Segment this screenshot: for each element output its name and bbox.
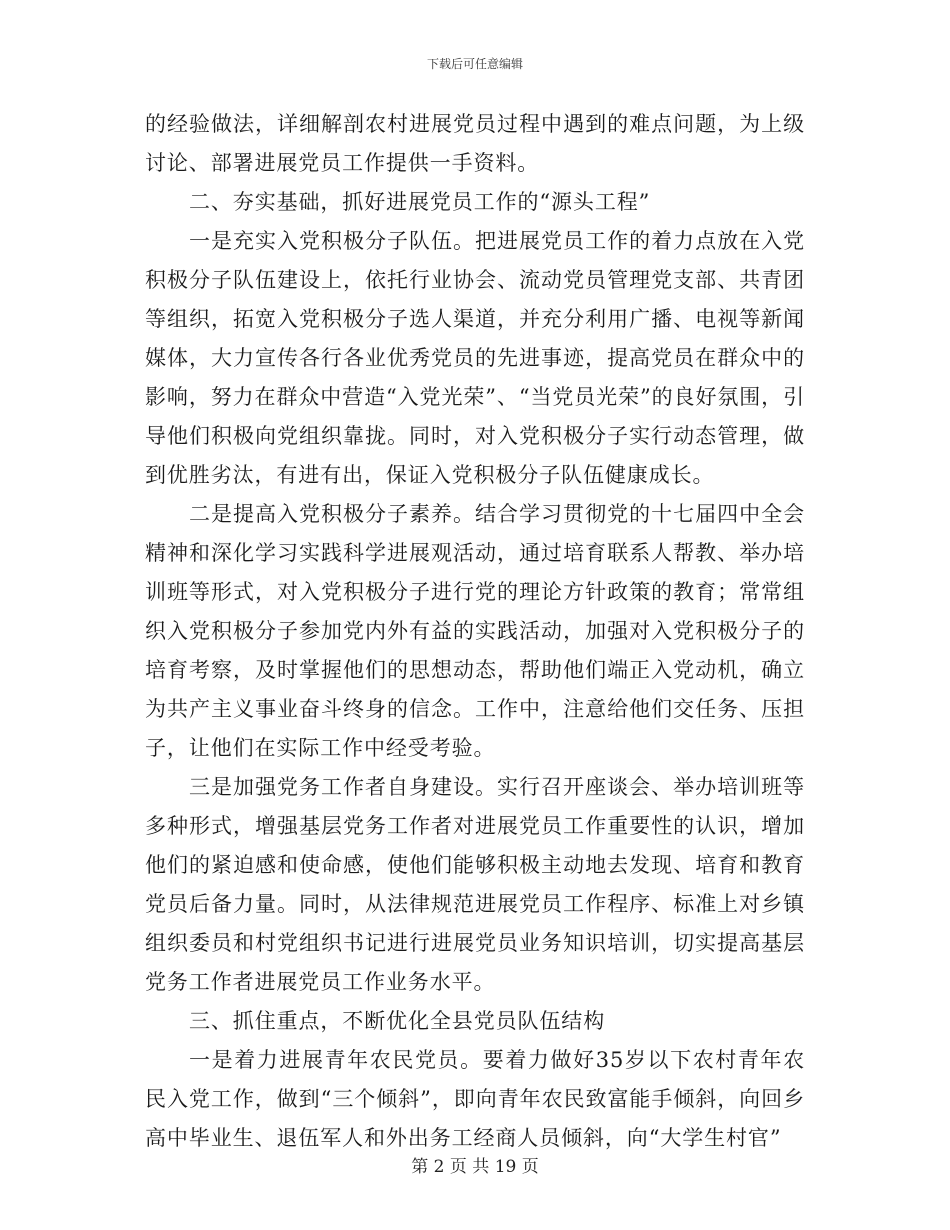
paragraph: 一是充实入党积极分子队伍。把进展党员工作的着力点放在入党积极分子队伍建设上，依托行业协会、流动党员管理党支部、共青团等组织，拓宽入党积极分子选人渠道，并充分利用广播、电视等新闻媒体，大力宣传各行各业优秀党员的先进事迹，提高党员在群众中的影响，努力在群众中营造“入党光荣”、“当党员光荣”的良好氛围，引导他们积极向党组织靠拢。同时，对入党积极分子实行动态管理，做到优胜劣汰，有进有出，保证入党积极分子队伍健康成长。 (145, 229, 805, 487)
section-heading-3: 三、抓住重点，不断优化全县党员队伍结构 (189, 1009, 606, 1033)
document-body (145, 105, 805, 1158)
paragraph: 一是着力进展青年农民党员。要着力做好35岁以下农村青年农民入党工作，做到“三个倾斜”，即向青年农民致富能手倾斜，向回乡高中毕业生、退伍军人和外出务工经商人员倾斜，向“大学生村官” (145, 1048, 805, 1150)
page-number: 第 2 页 共 19 页 (411, 1157, 539, 1177)
paragraph: 二是提高入党积极分子素养。结合学习贯彻党的十七届四中全会精神和深化学习实践科学进展观活动，通过培育联系人帮教、举办培训班等形式，对入党积极分子进行党的理论方针政策的教育；常常组织入党积极分子参加党内外有益的实践活动，加强对入党积极分子的培育考察，及时掌握他们的思想动态，帮助他们端正入党动机，确立为共产主义事业奋斗终身的信念。工作中，注意给他们交任务、压担子，让他们在实际工作中经受考验。 (145, 502, 805, 760)
page-header: 下载后可任意编辑 (426, 57, 523, 71)
paragraph: 三是加强党务工作者自身建设。实行召开座谈会、举办培训班等多种形式，增强基层党务工作者对进展党员工作重要性的认识，增加他们的紧迫感和使命感，使他们能够积极主动地去发现、培育和教育党员后备力量。同时，从法律规范进展党员工作程序、标准上对乡镇组织委员和村党组织书记进行进展党员业务知识培训，切实提高基层党务工作者进展党员工作业务水平。 (145, 775, 805, 994)
paragraph-continuation: 的经验做法，详细解剖农村进展党员过程中遇到的难点问题，为上级讨论、部署进展党员工作提供一手资料。 (145, 112, 805, 175)
section-heading-2: 二、夯实基础，抓好进展党员工作的“源头工程” (189, 190, 651, 214)
